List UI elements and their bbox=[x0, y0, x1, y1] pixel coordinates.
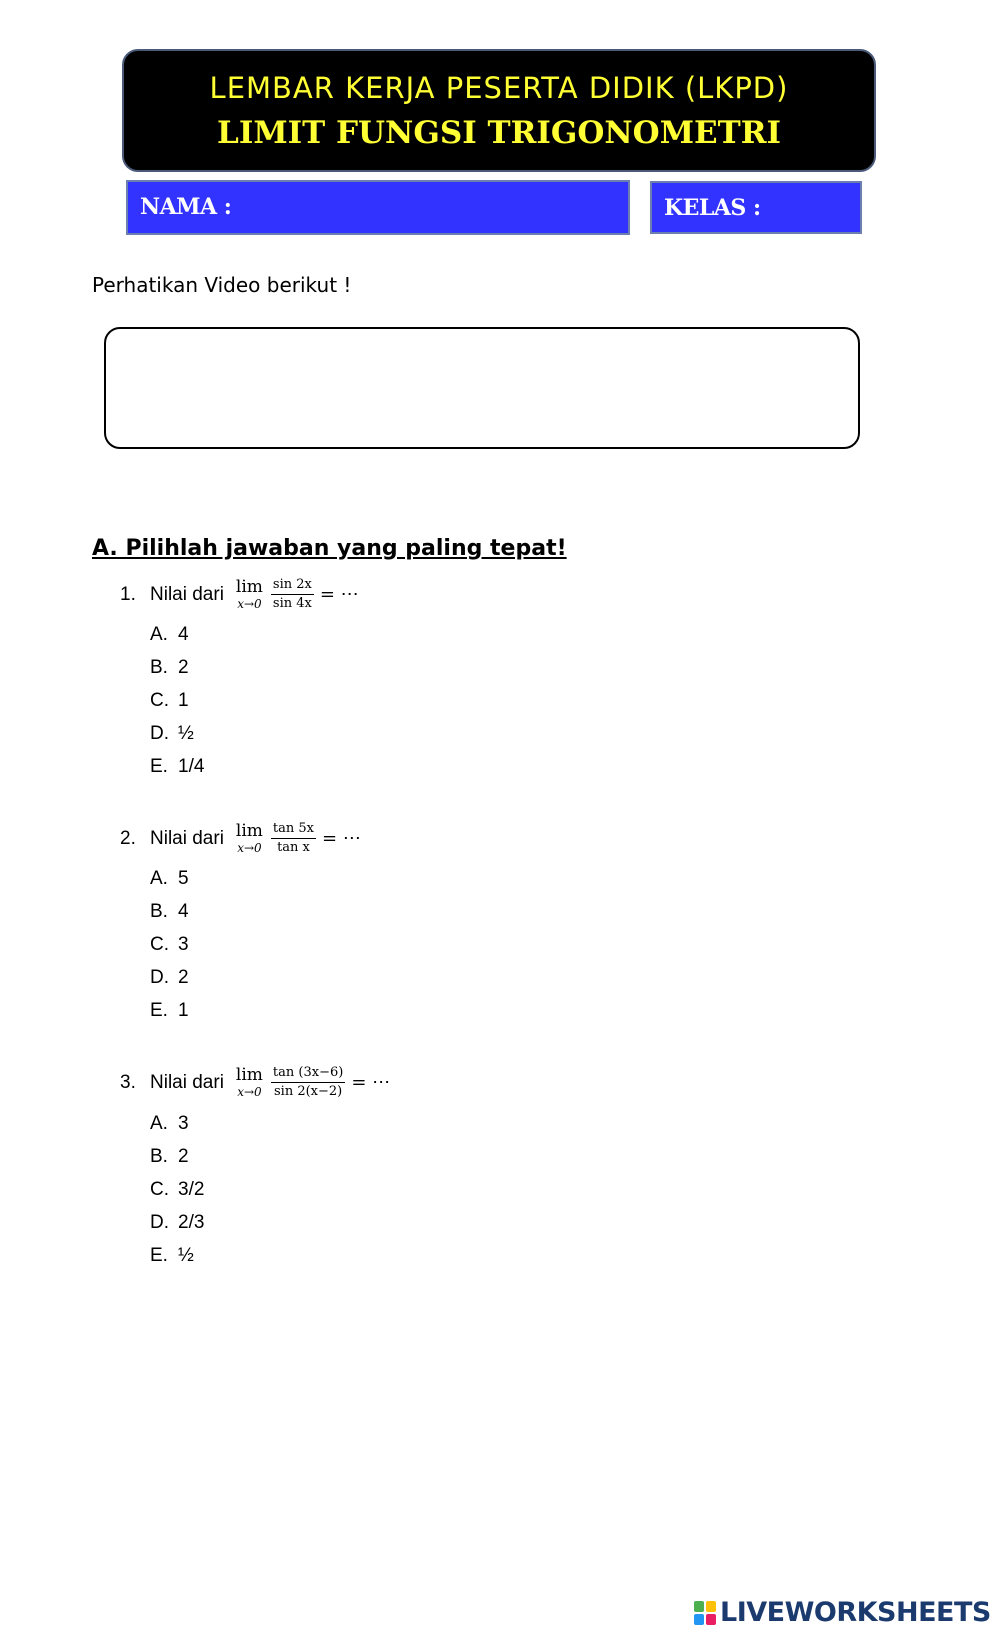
logo-text: LIVEWORKSHEETS bbox=[720, 1597, 991, 1628]
q3-option-b[interactable] bbox=[150, 1146, 189, 1168]
title-banner bbox=[122, 49, 876, 172]
fraction bbox=[271, 578, 314, 612]
lim-operator bbox=[236, 823, 263, 854]
option-value: ½ bbox=[178, 1245, 194, 1266]
fraction-numerator: tan 5x bbox=[271, 822, 316, 839]
option-value: 2/3 bbox=[178, 1212, 205, 1233]
question-3 bbox=[120, 1066, 390, 1100]
question-text: Nilai dari bbox=[150, 1071, 224, 1093]
q3-option-c[interactable] bbox=[150, 1179, 204, 1201]
option-value: 5 bbox=[178, 868, 189, 889]
lim-operator bbox=[236, 579, 263, 610]
option-letter: B. bbox=[150, 1146, 168, 1167]
question-text: Nilai dari bbox=[150, 827, 224, 849]
option-letter: A. bbox=[150, 624, 168, 645]
fraction-denominator: sin 2(x−2) bbox=[273, 1084, 343, 1100]
limit-expression bbox=[236, 578, 359, 612]
question-number: 3. bbox=[120, 1071, 136, 1093]
lim-subscript: x→0 bbox=[237, 1085, 262, 1100]
equals-ellipsis: = ⋯ bbox=[319, 584, 359, 606]
option-value: 1 bbox=[178, 1000, 189, 1021]
nama-label: NAMA : bbox=[140, 194, 232, 220]
q1-option-b[interactable] bbox=[150, 657, 189, 679]
q1-option-a[interactable] bbox=[150, 624, 189, 646]
kelas-field[interactable] bbox=[650, 181, 862, 234]
liveworksheets-logo[interactable] bbox=[694, 1597, 991, 1628]
option-letter: D. bbox=[150, 967, 169, 988]
question-text: Nilai dari bbox=[150, 583, 224, 605]
logo-square-green bbox=[694, 1601, 704, 1612]
option-letter: C. bbox=[150, 1179, 169, 1200]
logo-square-blue bbox=[694, 1614, 704, 1625]
question-1 bbox=[120, 578, 359, 612]
video-embed[interactable] bbox=[104, 327, 860, 449]
option-letter: E. bbox=[150, 1000, 168, 1021]
option-value: 3 bbox=[178, 1113, 189, 1134]
q2-option-b[interactable] bbox=[150, 901, 189, 923]
lim-subscript: x→0 bbox=[237, 841, 262, 856]
option-value: 2 bbox=[178, 967, 189, 988]
title-line-2: LIMIT FUNGSI TRIGONOMETRI bbox=[217, 115, 781, 151]
question-number: 2. bbox=[120, 827, 136, 849]
q3-option-d[interactable] bbox=[150, 1212, 204, 1234]
fraction-denominator: sin 4x bbox=[272, 596, 312, 612]
option-letter: A. bbox=[150, 1113, 168, 1134]
q3-option-a[interactable] bbox=[150, 1113, 189, 1135]
lim-word: lim bbox=[235, 577, 263, 598]
option-letter: B. bbox=[150, 657, 168, 678]
option-value: 2 bbox=[178, 1146, 189, 1167]
option-letter: E. bbox=[150, 1245, 168, 1266]
option-value: 1 bbox=[178, 690, 189, 711]
option-letter: A. bbox=[150, 868, 168, 889]
option-letter: D. bbox=[150, 1212, 169, 1233]
logo-square-pink bbox=[706, 1614, 716, 1625]
q2-option-e[interactable] bbox=[150, 1000, 189, 1022]
equals-ellipsis: = ⋯ bbox=[322, 828, 361, 850]
option-value: ½ bbox=[178, 723, 194, 744]
fraction bbox=[271, 822, 316, 856]
q2-option-c[interactable] bbox=[150, 934, 189, 956]
nama-field[interactable] bbox=[126, 180, 630, 235]
option-value: 4 bbox=[178, 624, 189, 645]
q2-option-a[interactable] bbox=[150, 868, 189, 890]
q1-option-c[interactable] bbox=[150, 690, 189, 712]
lim-word: lim bbox=[235, 821, 263, 842]
option-letter: E. bbox=[150, 756, 168, 777]
option-value: 1/4 bbox=[178, 756, 205, 777]
logo-square-yellow bbox=[706, 1601, 716, 1612]
option-value: 4 bbox=[178, 901, 189, 922]
option-letter: B. bbox=[150, 901, 168, 922]
lim-word: lim bbox=[235, 1065, 263, 1086]
equals-ellipsis: = ⋯ bbox=[351, 1072, 391, 1094]
fraction-numerator: tan (3x−6) bbox=[271, 1066, 345, 1083]
title-line-1: LEMBAR KERJA PESERTA DIDIK (LKPD) bbox=[209, 71, 789, 105]
question-number: 1. bbox=[120, 583, 136, 605]
section-a-title: A. Pilihlah jawaban yang paling tepat! bbox=[92, 536, 567, 561]
q1-option-e[interactable] bbox=[150, 756, 204, 778]
q1-option-d[interactable] bbox=[150, 723, 194, 745]
lim-subscript: x→0 bbox=[237, 597, 262, 612]
option-value: 3 bbox=[178, 934, 189, 955]
limit-expression bbox=[236, 1066, 390, 1100]
option-letter: C. bbox=[150, 690, 169, 711]
q3-option-e[interactable] bbox=[150, 1245, 194, 1267]
option-letter: C. bbox=[150, 934, 169, 955]
kelas-label: KELAS : bbox=[664, 195, 761, 221]
lim-operator bbox=[236, 1067, 263, 1098]
option-letter: D. bbox=[150, 723, 169, 744]
video-instruction: Perhatikan Video berikut ! bbox=[92, 273, 352, 297]
fraction bbox=[271, 1066, 345, 1100]
option-value: 2 bbox=[178, 657, 189, 678]
liveworksheets-icon bbox=[694, 1601, 716, 1625]
fraction-denominator: tan x bbox=[277, 840, 310, 856]
question-2 bbox=[120, 822, 361, 856]
q2-option-d[interactable] bbox=[150, 967, 189, 989]
option-value: 3/2 bbox=[178, 1179, 205, 1200]
limit-expression bbox=[236, 822, 361, 856]
fraction-numerator: sin 2x bbox=[271, 578, 314, 595]
